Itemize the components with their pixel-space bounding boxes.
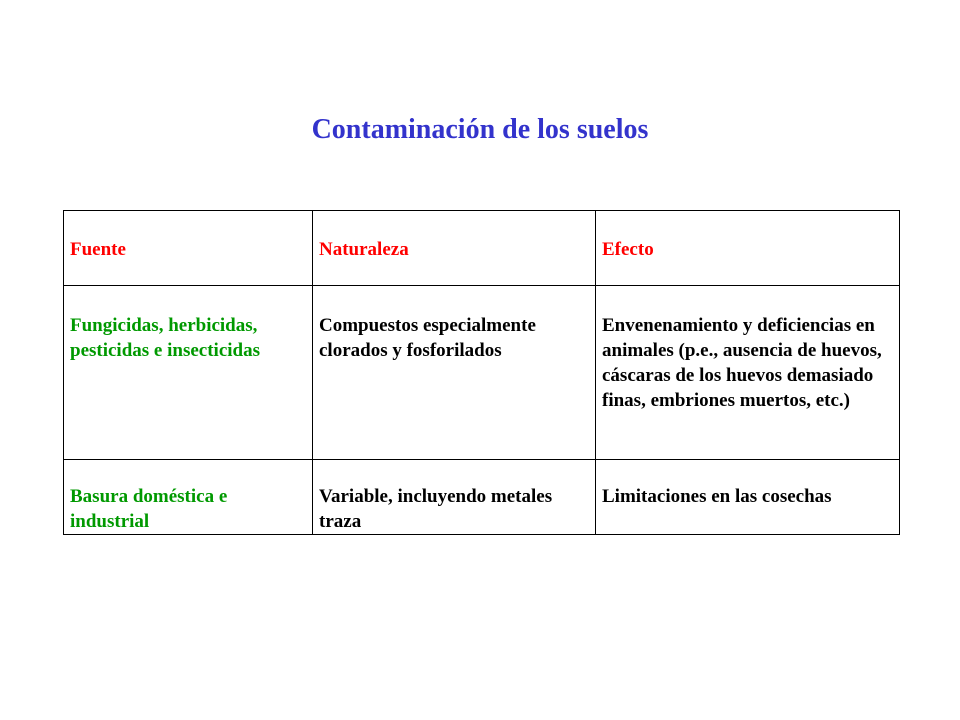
cell-naturaleza: Compuestos especialmente clorados y fosforilados bbox=[313, 286, 596, 460]
cell-fuente: Fungicidas, herbicidas, pesticidas e insecticidas bbox=[64, 286, 313, 460]
cell-efecto: Envenenamiento y deficiencias en animales (p.e., ausencia de huevos, cáscaras de los huevos demasiado finas, embriones muertos, etc.) bbox=[596, 286, 900, 460]
header-efecto: Efecto bbox=[596, 211, 900, 286]
header-fuente: Fuente bbox=[64, 211, 313, 286]
table-header-row bbox=[64, 211, 900, 286]
page-title: Contaminación de los suelos bbox=[311, 114, 649, 145]
table-row bbox=[64, 286, 900, 460]
cell-naturaleza: Variable, incluyendo metales traza bbox=[313, 460, 596, 535]
cell-fuente: Basura doméstica e industrial bbox=[64, 460, 313, 535]
table-row bbox=[64, 460, 900, 535]
contamination-table bbox=[63, 210, 900, 535]
cell-efecto: Limitaciones en las cosechas bbox=[596, 460, 900, 535]
header-naturaleza: Naturaleza bbox=[313, 211, 596, 286]
